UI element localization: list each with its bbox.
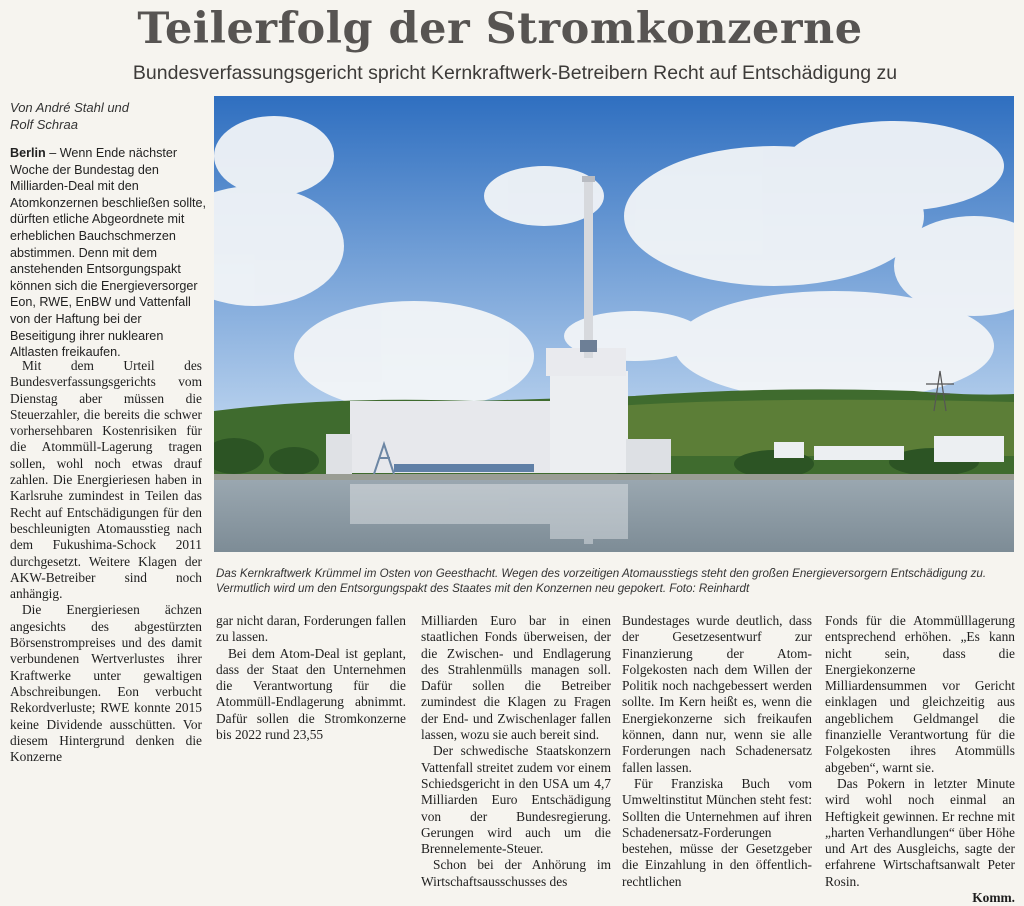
col2-paragraph-1: gar nicht daran, Forderungen fallen zu lassen. bbox=[216, 613, 406, 645]
lead-paragraph bbox=[10, 145, 210, 361]
subheadline: Bundesverfassungsgericht spricht Kernkraftwerk-Betreibern Recht auf Entschädigung zu bbox=[132, 62, 898, 84]
col5-paragraph-1: Fonds für die Atommülllagerung entsprechend erhöhen. „Es kann nicht sein, dass die Energiekonzerne Milliardensummen vor Gericht einklagen und gleichzeitig aus angeblichem Geldmangel die finanzielle Verantwortung für die Folgekosten ihres Atommülls abgeben“, warnt sie. bbox=[825, 613, 1015, 775]
col4-paragraph-1: Bundestages wurde deutlich, dass der Gesetzesentwurf zur Finanzierung der Atom-Folgekosten nach dem Willen der Politik noch nachgebessert werden sollte. Im Kern heißt es, wenn die Energiekonzerne sich freikaufen können, dann nur, wenn sie alle Forderungen nach Schadenersatz fallen lassen. bbox=[622, 613, 812, 775]
photo-caption: Das Kernkraftwerk Krümmel im Osten von Geesthacht. Wegen des vorzeitigen Atomausstiegs steht den großen Energieversorgern Entschädigung zu. Vermutlich wird um den Entsorgungspakt des Staates mit den Konzernen neu gepokert. Foto: Reinhardt bbox=[216, 567, 987, 595]
shoreline bbox=[214, 474, 1014, 480]
col3-paragraph-3: Schon bei der Anhörung im Wirtschaftsausschusses des bbox=[421, 857, 611, 889]
col2-paragraph-2: Bei dem Atom-Deal ist geplant, dass der Staat den Unternehmen die Verantwortung für die Atommüll-Endlagerung abnimmt. Dafür sollen die Stromkonzerne bis 2022 rund 23,55 bbox=[216, 645, 406, 743]
col3-paragraph-1: Milliarden Euro bar in einen staatlichen Fonds überweisen, der die Zwischen- und Endlagerung des Strahlenmülls managen soll. Dafür sollen die Betreiber zumindest die Klagen zu Fragen der End- und Zwischenlager fallen lassen, wozu sie auch bereit sind. bbox=[421, 613, 611, 743]
column-3 bbox=[421, 613, 611, 890]
dateline: Berlin bbox=[10, 146, 46, 160]
byline-line-1: Von André Stahl und bbox=[10, 100, 130, 115]
photo-illustration bbox=[214, 96, 1014, 552]
col4-paragraph-2: Für Franziska Buch vom Umweltinstitut München steht fest: Sollten die Unternehmen auf ihren Schadenersatz-Forderungen bestehen, müsse der Gesetzgeber die Einzahlung in den öffentlich-rechtlichen bbox=[622, 775, 812, 889]
col5-paragraph-2: Das Pokern in letzter Minute wird wohl noch einmal an Heftigkeit gewinnen. Er rechne mit „harten Verhandlungen“ über Höhe und Art des Ausgleichs, sagte der erfahrene Wirtschaftsanwalt Peter Rosin. bbox=[825, 775, 1015, 889]
col1-paragraph-1: Mit dem Urteil des Bundesverfassungsgerichts vom Dienstag aber müssen die Steuerzahler, die bereits die schwer vorhersehbaren Kostenrisiken für die Atommüll-Lagerung tragen sollen, wohl noch etwas drauf zahlen. Die Energieriesen haben in Karlsruhe zumindest in Teilen das Recht auf Entschädigungen für den beschleunigten Atomausstieg nach dem Fukushima-Schock 2011 durchgesetzt. Weitere Klagen der AKW-Betreiber sind noch anhängig. bbox=[10, 358, 202, 602]
column-2 bbox=[216, 613, 406, 743]
col3-paragraph-2: Der schwedische Staatskonzern Vattenfall streitet zudem vor einem Schiedsgericht in den USA um 4,7 Milliarden Euro Entschädigung von der Bundesregierung. Gerungen wird auch um die Brennelemente-Steuer. bbox=[421, 743, 611, 857]
byline bbox=[10, 99, 210, 133]
column-4 bbox=[622, 613, 812, 890]
author-initials: Komm. bbox=[972, 890, 1015, 906]
lead-text: – Wenn Ende nächster Woche der Bundestag den Milliarden-Deal mit den Atomkonzernen beschließen sollte, dürften etliche Abgeordnete mit erheblichen Bauchschmerzen abstimmen. Denn mit dem anstehenden Entsorgungspakt können sich die Energieversorger Eon, RWE, EnBW und Vattenfall von der Haftung bei der Beseitigung ihrer nuklearen Altlasten freikaufen. bbox=[10, 146, 207, 360]
byline-line-2: Rolf Schraa bbox=[10, 117, 78, 132]
headline: Teilerfolg der Stromkonzerne bbox=[137, 4, 863, 54]
column-5 bbox=[825, 613, 1015, 906]
col1-paragraph-2: Die Energieriesen ächzen angesichts des abgestürzten Börsenstrompreises und des damit verbundenen Wertverlustes ihrer Kraftwerke unter gewaltigen Abschreibungen. Eon verbucht Rekordverluste; RWE konnte 2015 keine Dividende ausschütten. Vor diesem Hintergrund denken die Konzerne bbox=[10, 602, 202, 765]
power-plant-photo bbox=[214, 96, 1014, 552]
chimney bbox=[584, 178, 593, 358]
column-1 bbox=[10, 358, 202, 765]
